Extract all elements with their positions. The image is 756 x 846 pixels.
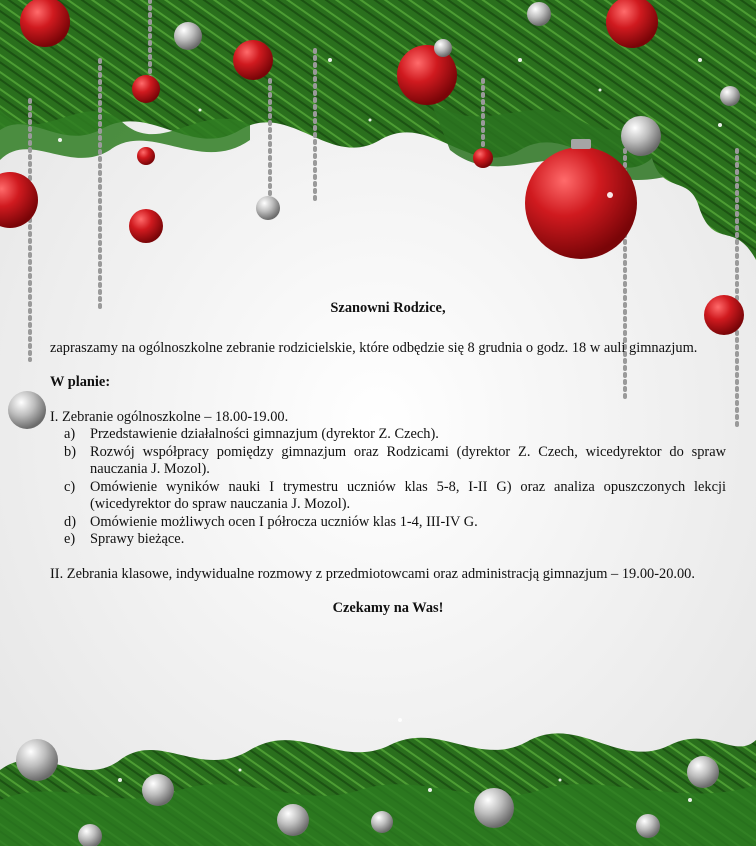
list-item-text: Omówienie wyników nauki I trymestru uczniów klas 5-8, I-II G) oraz analiza opuszczonych lekcji (wicedyrektor do spraw nauczania J. Mozol). — [90, 478, 726, 512]
list-marker: a) — [64, 426, 76, 442]
list-marker: c) — [64, 478, 76, 495]
list-marker: e) — [64, 531, 76, 547]
list-item-text: Rozwój współpracy pomiędzy gimnazjum oraz Rodzicami (dyrektor Z. Czech, wicedyrektor do spraw nauczania J. Mozol). — [90, 443, 726, 477]
list-item — [50, 514, 726, 532]
intro-paragraph: zapraszamy na ogólnoszkolne zebranie rodzicielskie, które odbędzie się 8 grudnia o godz. 18 w auli gimnazjum. — [50, 339, 698, 356]
agenda-list — [50, 426, 726, 549]
list-item-text: Sprawy bieżące. — [90, 531, 185, 547]
section-2: II. Zebrania klasowe, indywidualne rozmowy z przedmiotowcami oraz administracją gimnazjum – 19.00-20.00. — [50, 565, 695, 582]
list-item-text: Omówienie możliwych ocen I półrocza uczniów klas 1-4, III-IV G. — [90, 513, 478, 530]
list-item — [50, 531, 726, 549]
list-item — [50, 444, 726, 479]
section-1-title: I. Zebranie ogólnoszkolne – 18.00-19.00. — [50, 408, 289, 425]
invitation-letter — [50, 300, 726, 618]
closing-line: Czekamy na Was! — [332, 600, 444, 616]
list-item-text: Przedstawienie działalności gimnazjum (dyrektor Z. Czech). — [90, 426, 439, 442]
list-item — [50, 426, 726, 444]
list-marker: b) — [64, 443, 76, 460]
plan-heading: W planie: — [50, 374, 111, 390]
list-marker: d) — [64, 513, 76, 530]
list-item — [50, 479, 726, 514]
greeting: Szanowni Rodzice, — [330, 300, 446, 316]
section-1 — [50, 409, 726, 549]
